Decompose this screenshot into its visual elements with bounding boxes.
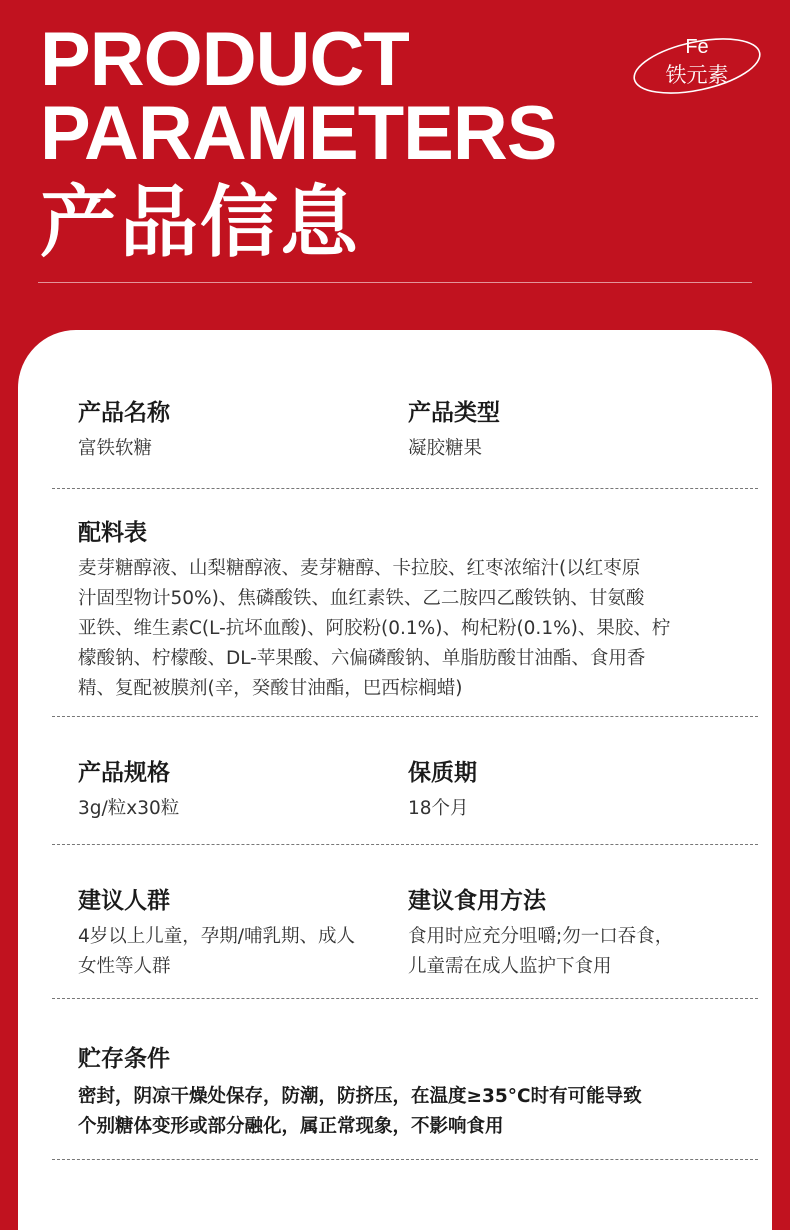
dashed-divider <box>52 998 758 999</box>
ingredients-line: 汁固型物计50%)、焦磷酸铁、血红素铁、乙二胺四乙酸铁钠、甘氨酸 <box>78 588 645 609</box>
audience-line: 女性等人群 <box>78 956 171 977</box>
title-cn: 产品信息 <box>40 178 361 268</box>
iron-badge <box>626 28 768 100</box>
shelf-life-label: 保质期 <box>408 760 477 786</box>
usage-label: 建议食用方法 <box>408 888 546 914</box>
usage-field <box>408 886 673 982</box>
storage-field <box>78 1044 742 1142</box>
ingredients-line: 檬酸钠、柠檬酸、DL-苹果酸、六偏磷酸钠、单脂肪酸甘油酯、食用香 <box>78 648 646 669</box>
product-name-field <box>78 398 170 464</box>
spec-label: 产品规格 <box>78 760 170 786</box>
dashed-divider <box>52 1159 758 1160</box>
title-en-line1: PRODUCT <box>40 17 409 102</box>
badge-label: 铁元素 <box>665 63 729 87</box>
info-card <box>18 330 772 1230</box>
dashed-divider <box>52 488 758 489</box>
product-type-field <box>408 398 500 464</box>
header-divider <box>38 282 752 283</box>
shelf-life-field <box>408 758 477 824</box>
audience-line: 4岁以上儿童，孕期/哺乳期、成人 <box>78 926 356 947</box>
storage-line: 个别糖体变形或部分融化，属正常现象，不影响食用 <box>78 1116 504 1137</box>
dashed-divider <box>52 716 758 717</box>
product-type-value: 凝胶糖果 <box>408 438 483 459</box>
audience-field <box>78 886 355 982</box>
dashed-divider <box>52 844 758 845</box>
ingredients-line: 精、复配被膜剂(辛，癸酸甘油酯，巴西棕榈蜡) <box>78 678 463 699</box>
usage-line: 食用时应充分咀嚼;勿一口吞食， <box>408 926 674 947</box>
spec-value: 3g/粒x30粒 <box>78 798 180 819</box>
product-name-label: 产品名称 <box>78 400 170 426</box>
usage-line: 儿童需在成人监护下食用 <box>408 956 612 977</box>
title-en-line2: PARAMETERS <box>40 91 557 176</box>
storage-label: 贮存条件 <box>78 1046 170 1072</box>
product-type-label: 产品类型 <box>408 400 500 426</box>
ingredients-line: 麦芽糖醇液、山梨糖醇液、麦芽糖醇、卡拉胶、红枣浓缩汁(以红枣原 <box>78 558 641 579</box>
ingredients-field <box>78 518 742 704</box>
ingredients-line: 亚铁、维生素C(L-抗坏血酸)、阿胶粉(0.1%)、枸杞粉(0.1%)、果胶、柠 <box>78 618 671 639</box>
shelf-life-value: 18个月 <box>408 798 469 819</box>
spec-field <box>78 758 179 824</box>
product-name-value: 富铁软糖 <box>78 438 153 459</box>
badge-symbol: Fe <box>685 36 709 58</box>
audience-label: 建议人群 <box>78 888 170 914</box>
ingredients-label: 配料表 <box>78 520 147 546</box>
storage-line: 密封，阴凉干燥处保存，防潮，防挤压，在温度≥35°C时有可能导致 <box>78 1086 642 1107</box>
